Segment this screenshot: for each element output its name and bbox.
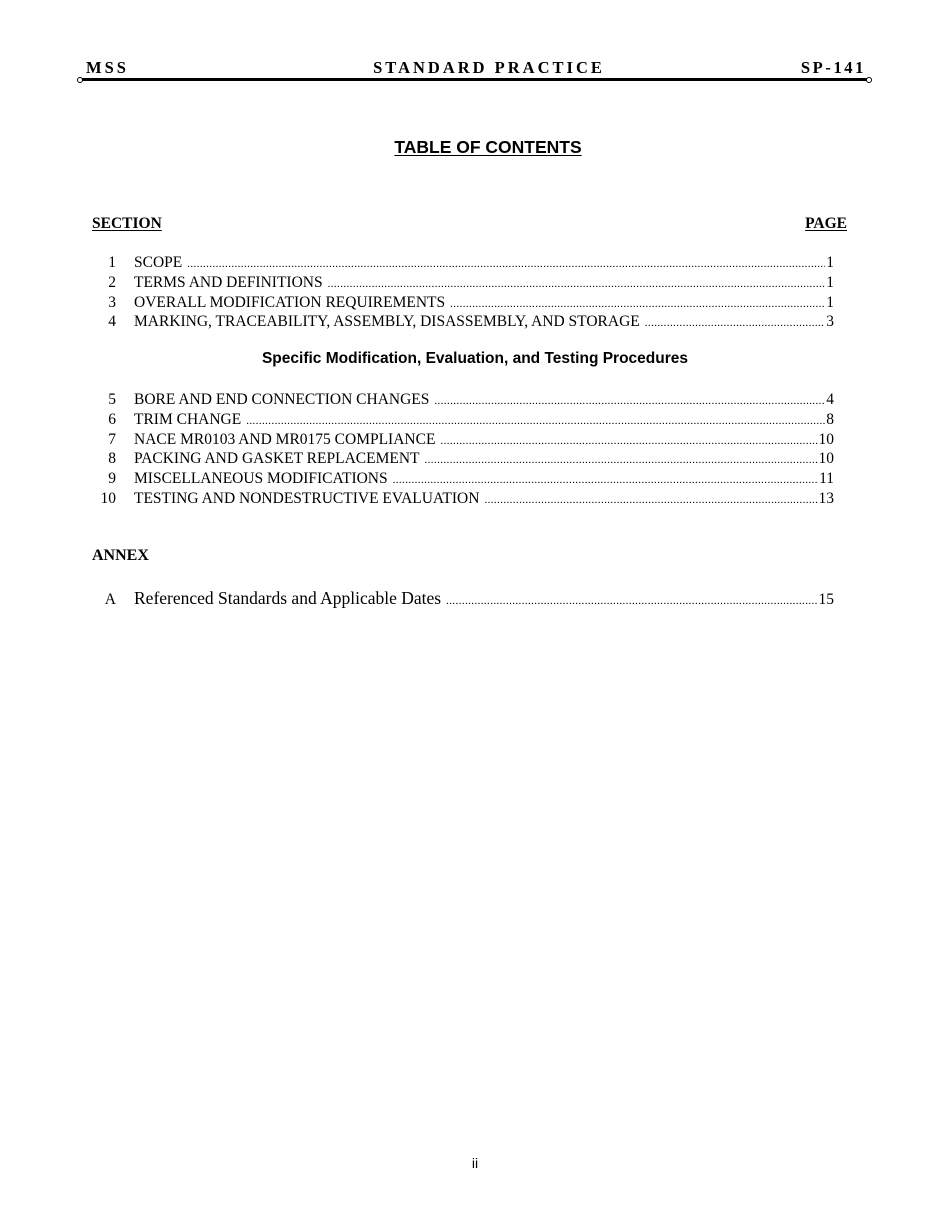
toc-entry-title: MARKING, TRACEABILITY, ASSEMBLY, DISASSEMBLY, AND STORAGE	[134, 313, 640, 331]
header-rule-cap-left	[77, 77, 83, 83]
header-org: MSS	[86, 58, 129, 77]
toc-entry-number: 5	[108, 391, 116, 408]
toc-entry-number: 9	[108, 470, 116, 488]
page-number: ii	[471, 1155, 479, 1171]
toc-entry-page: 13	[818, 489, 834, 507]
toc-list-procedures	[92, 390, 834, 509]
header-doc-id: SP-141	[800, 58, 866, 77]
dot-leader	[425, 451, 818, 471]
toc-entry-number: 7	[108, 430, 116, 448]
toc-entry-number: 10	[100, 489, 116, 507]
toc-entry-page: 15	[818, 591, 834, 608]
toc-entry-page: 10	[818, 450, 834, 468]
toc-entry[interactable]	[92, 253, 834, 273]
toc-entry-number: A	[104, 591, 116, 608]
toc-list-general	[92, 253, 834, 332]
page-title: TABLE OF CONTENTS	[394, 137, 582, 157]
toc-entry-page: 3	[826, 313, 834, 331]
toc-entry-page: 11	[819, 470, 834, 488]
header-doc-type: STANDARD PRACTICE	[373, 58, 605, 77]
toc-entry-title: NACE MR0103 AND MR0175 COMPLIANCE	[134, 430, 436, 448]
toc-entry-page: 1	[826, 293, 834, 311]
toc-entry-title: MISCELLANEOUS MODIFICATIONS	[134, 470, 388, 488]
toc-entry-page: 4	[826, 391, 834, 408]
toc-entry[interactable]	[92, 587, 834, 609]
toc-entry-title: TRIM CHANGE	[134, 410, 242, 428]
toc-entry-number: 2	[108, 273, 116, 291]
toc-entry[interactable]	[92, 469, 834, 489]
toc-entry[interactable]	[92, 273, 834, 293]
toc-entry-title: Referenced Standards and Applicable Dates	[134, 588, 442, 608]
toc-entry-page: 1	[826, 273, 834, 291]
annex-heading: ANNEX	[92, 547, 149, 564]
toc-entry-title: BORE AND END CONNECTION CHANGES	[134, 391, 430, 408]
toc-entry[interactable]	[92, 390, 834, 410]
toc-entry[interactable]	[92, 410, 834, 430]
toc-entry[interactable]	[92, 312, 834, 332]
toc-entry-title: SCOPE	[134, 254, 183, 271]
header-rule-cap-right	[866, 77, 872, 83]
header-rule	[80, 78, 870, 81]
dot-leader	[446, 590, 817, 612]
toc-entry-title: OVERALL MODIFICATION REQUIREMENTS	[134, 293, 446, 311]
toc-entry-number: 6	[108, 410, 116, 428]
dot-leader	[440, 432, 817, 452]
toc-entry-number: 8	[108, 450, 116, 468]
subsection-heading: Specific Modification, Evaluation, and Testing Procedures	[261, 350, 689, 367]
dot-leader	[645, 314, 825, 334]
toc-entry[interactable]	[92, 449, 834, 469]
toc-entry-page: 8	[826, 410, 834, 428]
dot-leader	[434, 392, 825, 412]
toc-entry-number: 4	[108, 313, 116, 331]
section-column-heading: SECTION	[92, 215, 162, 232]
toc-entry-number: 1	[108, 254, 116, 271]
toc-entry[interactable]	[92, 489, 834, 509]
toc-entry-title: PACKING AND GASKET REPLACEMENT	[134, 450, 420, 468]
toc-entry-page: 10	[818, 430, 834, 448]
toc-entry-title: TESTING AND NONDESTRUCTIVE EVALUATION	[134, 489, 480, 507]
toc-entry[interactable]	[92, 293, 834, 313]
toc-list-annex	[92, 587, 834, 609]
toc-entry-page: 1	[826, 254, 834, 271]
toc-entry-title: TERMS AND DEFINITIONS	[134, 273, 323, 291]
toc-entry-number: 3	[108, 293, 116, 311]
dot-leader	[484, 491, 817, 511]
toc-entry[interactable]	[92, 430, 834, 450]
page-column-heading: PAGE	[805, 215, 847, 232]
